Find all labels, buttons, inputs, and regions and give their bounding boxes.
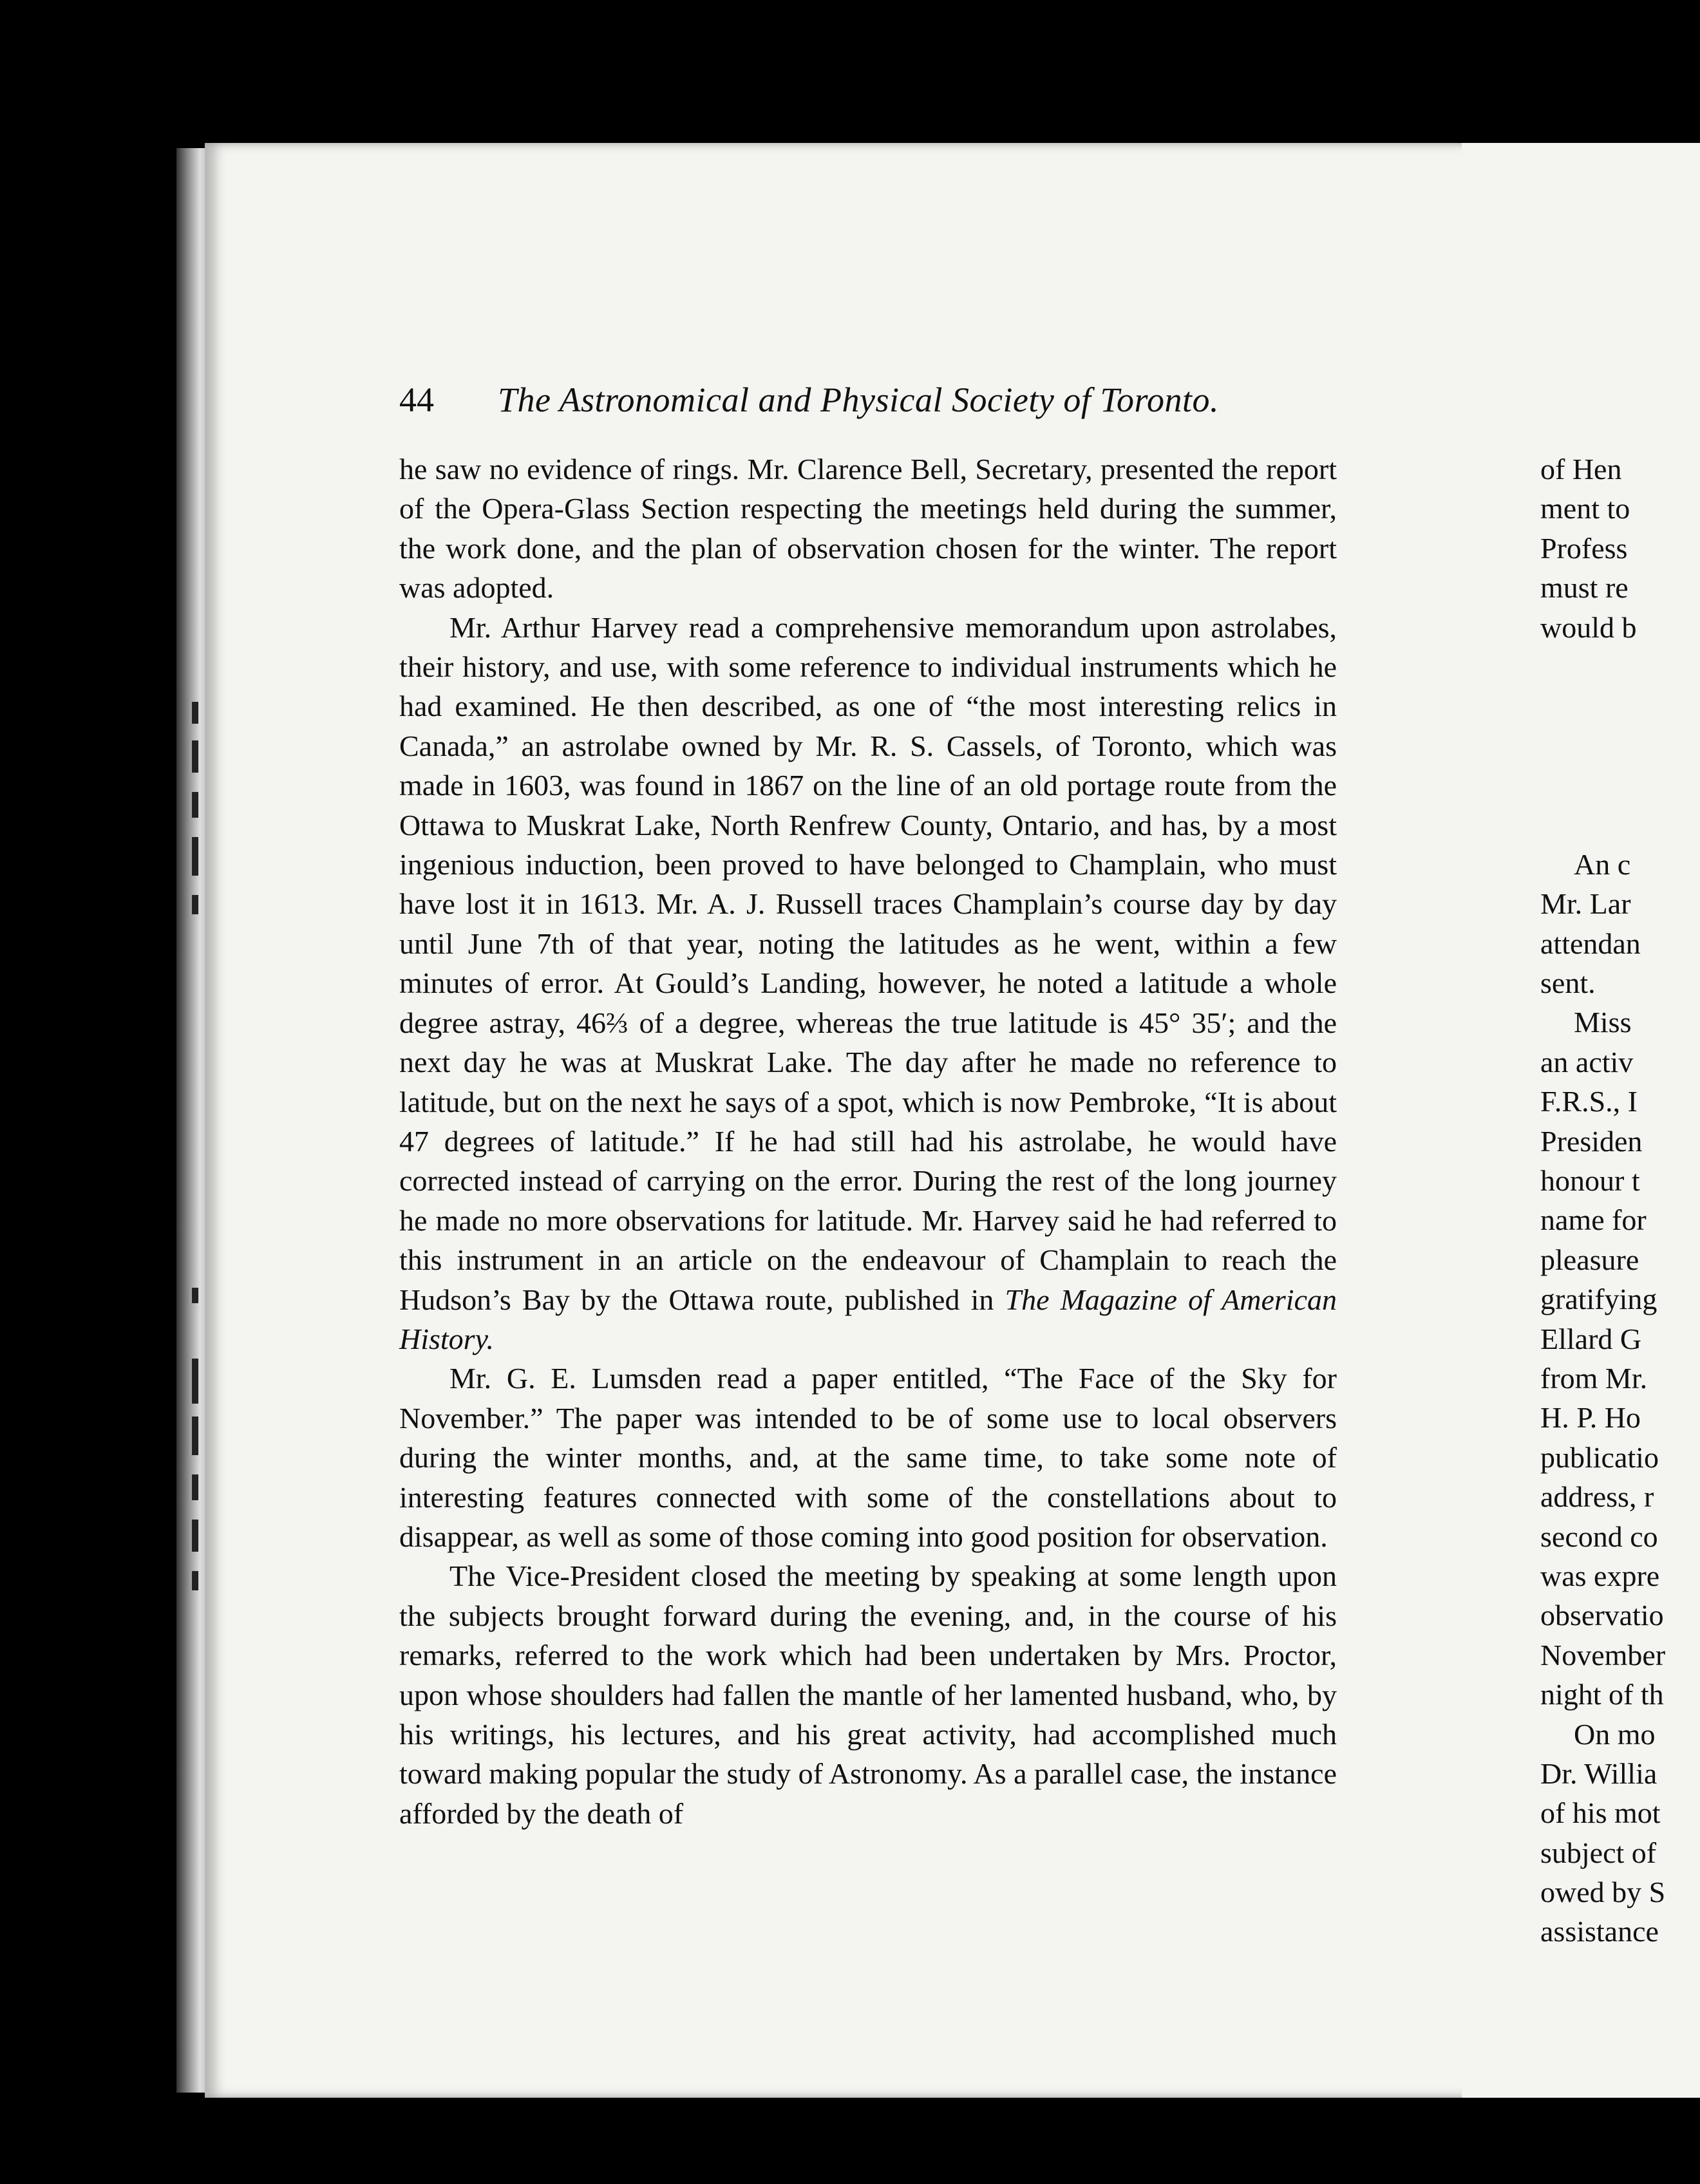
right-page-line [1540, 686, 1700, 726]
running-title: The Astronomical and Physical Society of Toronto. [498, 381, 1219, 419]
right-page-line: Miss [1574, 1006, 1632, 1039]
right-page-line: publicatio [1540, 1440, 1659, 1474]
right-page-line: address, r [1540, 1480, 1654, 1514]
right-page-line: Ellard G [1540, 1322, 1642, 1355]
body-text [399, 449, 1337, 1833]
right-page-line: must re [1540, 571, 1629, 605]
paragraph-1: he saw no evidence of rings. Mr. Clarence Bell, Secretary, presented the report of the Opera-Glass Section respecting the meetings held during the summer, the work done, and the plan of observation chosen for the winter. The report was adopted. [399, 453, 1337, 605]
right-page-line: sent. [1540, 966, 1596, 1000]
right-page-line: subject of [1540, 1836, 1657, 1869]
right-page-line: second co [1540, 1520, 1658, 1553]
paragraph-4: The Vice-President closed the meeting by speaking at some length upon the subjects brought forward during the evening, and, in the course of his remarks, referred to the work which had been undertaken by Mrs. Proctor, upon whose shoulders had fallen the mantle of her lamented husband, who, by his writings, his lectures, and his great activity, had accomplished much toward making popular the study of Astronomy. As a parallel case, the instance afforded by the death of [399, 1559, 1337, 1830]
right-page-line: An c [1574, 847, 1631, 881]
right-page-line: from Mr. [1540, 1361, 1648, 1395]
right-page-line: owed by S [1540, 1876, 1666, 1909]
right-page-line: Presiden [1540, 1124, 1643, 1158]
right-page-line: pleasure [1540, 1243, 1639, 1276]
right-page-line: name for [1540, 1203, 1647, 1237]
running-head [399, 380, 1327, 425]
right-page-line [1540, 805, 1700, 845]
right-page-line: Mr. Lar [1540, 887, 1631, 921]
right-page-line: ment to [1540, 492, 1630, 525]
right-page-line: gratifying [1540, 1283, 1658, 1316]
paragraph-2 [399, 608, 1337, 1359]
right-page-line [1540, 726, 1700, 766]
paragraph-3: Mr. G. E. Lumsden read a paper entitled, “The Face of the Sky for November.” The paper was intended to be of some use to local observers during the winter months, and, at the same time, to take some note of interesting features connected with some of the constellations about to disappear, as well as some of those coming into good position for observation. [399, 1362, 1337, 1553]
right-page-line: an activ [1540, 1045, 1634, 1078]
right-page-fragments [1540, 449, 1700, 1952]
right-page-line [1540, 647, 1700, 686]
paragraph-2-text: Mr. Arthur Harvey read a comprehensive memorandum upon astrolabes, their history, and use, with some reference to individual instruments which he had examined. He then described, as one of “the most interesting relics in Canada,” an astrolabe owned by Mr. R. S. Cassels, of Toronto, which was made in 1603, was found in 1867 on the line of an old portage route from the Ottawa to Muskrat Lake, North Renfrew County, Ontario, and has, by a most ingenious induction, been proved to have belonged to Champlain, who must have lost it in 1613. Mr. A. J. Russell traces Champlain’s course day by day until June 7th of that year, noting the latitudes as he went, within a few minutes of error. At Gould’s Landing, however, he noted a latitude a whole degree astray, 46⅔ of a degree, whereas the true latitude is 45° 35′; and the next day he was at Muskrat Lake. The day after he made no reference to latitude, but on the next he says of a spot, which is now Pembroke, “It is about 47 degrees of latitude.” If he had still had his astrolabe, he would have corrected instead of carrying on the error. During the rest of the long journey he made no more observations for latitude. Mr. Harvey said he had referred to this instrument in an article on the endeavour of Champlain to reach the Hudson’s Bay by the Ottawa route, published in [399, 610, 1337, 1316]
right-page-line: November [1540, 1638, 1666, 1671]
right-page-line [1540, 766, 1700, 805]
right-page-line: attendan [1540, 927, 1641, 960]
right-page-line: of Hen [1540, 453, 1622, 485]
right-page-line: Profess [1540, 531, 1628, 565]
right-page-line: of his mot [1540, 1796, 1661, 1830]
magazine-title: The Magazine of American History. [399, 1283, 1337, 1355]
right-page-line: F.R.S., I [1540, 1085, 1638, 1118]
right-page-line: honour t [1540, 1164, 1640, 1198]
page-number: 44 [399, 381, 434, 419]
right-page-line: H. P. Ho [1540, 1401, 1641, 1435]
right-page-line: On mo [1574, 1717, 1656, 1751]
right-page-line: was expre [1540, 1559, 1660, 1592]
right-page-line: night of th [1540, 1678, 1664, 1711]
right-page-line: Dr. Willia [1540, 1756, 1658, 1790]
right-page-line: assistance [1540, 1915, 1659, 1948]
right-page-line: observatio [1540, 1599, 1664, 1632]
right-page-line: would b [1540, 610, 1637, 644]
